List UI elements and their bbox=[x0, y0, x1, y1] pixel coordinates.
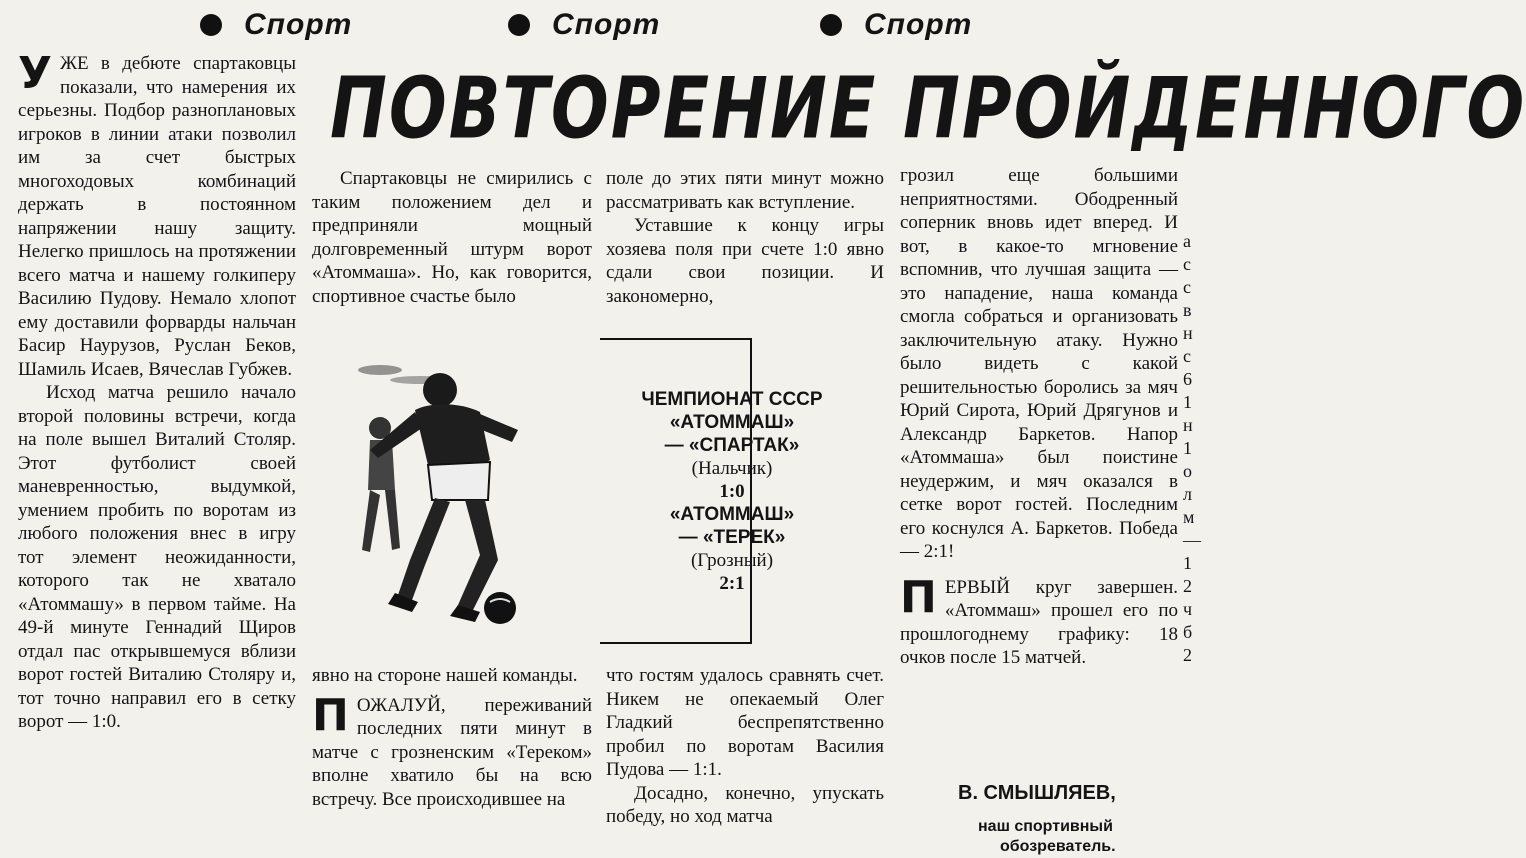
section-marker-1 bbox=[200, 8, 352, 42]
article-column-2-top bbox=[312, 167, 592, 308]
article-column-2-bottom bbox=[312, 664, 592, 811]
championship-title: ЧЕМПИОНАТ СССР bbox=[641, 389, 823, 410]
author-role: обозреватель. bbox=[1000, 838, 1116, 855]
paragraph: грозил еще большими неприятностями. Ободренный соперник вновь идет вперед. И вот, в какое-то мгновение вспомнив, что лучшая защита — это нападение, наша команда смогла собраться и организовать заключительную атаку. Нужно было видеть с какой решительностью боролись за мяч Юрий Сирота, Юрий Дрягунов и Александр Баркетов. Напор «Атоммаша» был поистине неудержим, и мяч оказался в сетке ворот гостей. Последним его коснулся А. Баркетов. Победа — 2:1! bbox=[900, 165, 1178, 562]
match-score: 1:0 bbox=[719, 481, 745, 502]
paragraph: что гостям удалось сравнять счет. Никем не опекаемый Олег Гладкий беспрепятственно пробил по воротам Василия Пудова — 1:1. bbox=[606, 665, 884, 780]
team-name: — «СПАРТАК» bbox=[664, 435, 800, 456]
drop-cap: П bbox=[312, 689, 349, 741]
team-city: (Нальчик) bbox=[691, 458, 773, 479]
section-marker-2 bbox=[508, 8, 660, 42]
paragraph: ПОЖАЛУЙ, переживаний последних пяти минут в матче с грозненским «Тереком» вполне хватило бы на всю встречу. Все происходившее на bbox=[312, 689, 592, 810]
bullet-icon bbox=[508, 14, 530, 36]
drop-cap: У bbox=[18, 48, 52, 99]
bullet-icon bbox=[200, 14, 222, 36]
article-headline: ПОВТОРЕНИЕ ПРОЙДЕННОГО bbox=[330, 60, 1526, 159]
team-city: (Грозный) bbox=[690, 550, 774, 571]
match-score: 2:1 bbox=[719, 573, 745, 594]
paragraph: Спартаковцы не смирились с таким положением дел и предприняли мощный долговременный штурм ворот «Атоммаша». Но, как говорится, спортивное счастье было bbox=[312, 168, 592, 307]
drop-cap: П bbox=[900, 571, 937, 623]
section-header bbox=[0, 8, 1200, 44]
adjacent-column-fragment: а с с в н с 6 1 н 1 о л м — 1 2 ч б 2 bbox=[1183, 231, 1201, 665]
article-column-4 bbox=[900, 164, 1178, 670]
paragraph: ПЕРВЫЙ круг завершен. «Атоммаш» прошел его по прошлогоднему графику: 18 очков после 15 матчей. bbox=[900, 571, 1178, 668]
section-label: Спорт bbox=[864, 8, 973, 41]
paragraph: Уставшие к концу игры хозяева поля при счете 1:0 явно сдали свои позиции. И закономерно, bbox=[606, 215, 884, 307]
section-label: Спорт bbox=[244, 8, 353, 41]
match-results bbox=[612, 388, 852, 595]
article-column-3-bottom bbox=[606, 664, 884, 829]
article-column-3-top bbox=[606, 167, 884, 308]
article-column-1 bbox=[18, 48, 296, 734]
paragraph: Досадно, конечно, упускать победу, но ход матча bbox=[606, 782, 884, 827]
bullet-icon bbox=[820, 14, 842, 36]
paragraph: явно на стороне нашей команды. bbox=[312, 665, 578, 686]
author-role: наш спортивный bbox=[978, 818, 1113, 835]
section-marker-3 bbox=[820, 8, 972, 42]
team-name: «АТОММАШ» bbox=[669, 504, 795, 525]
paragraph: УЖЕ в дебюте спартаковцы показали, что намерения их серьезны. Подбор разноплановых игроков в линии атаки позволил им за счет быстрых многоходовых комбинаций держать в постоянном напряжении нашу защиту. Нелегко пришлось на протяжении всего матча и нашему голкиперу Василию Пудову. Немало хлопот ему доставили форварды нальчан Басир Наурузов, Руслан Беков, Шамиль Исаев, Вячеслав Губжев. bbox=[18, 48, 296, 380]
paragraph: Исход матча решило начало второй половины встречи, когда на поле вышел Виталий Столяр. Этот футболист своей маневренностью, выдумкой, умением пробить по воротам из любого положения внес в игру тот элемент неожиданности, которого так не хватало «Атоммашу» в первом тайме. На 49-й минуте Геннадий Щиров отдал пас открывшемуся вблизи ворот гостей Виталию Столяру и, тот точно направил его в сетку ворот — 1:0. bbox=[18, 382, 296, 732]
team-name: — «ТЕРЕК» bbox=[678, 527, 786, 548]
team-name: «АТОММАШ» bbox=[669, 412, 795, 433]
football-player-illustration bbox=[340, 350, 595, 640]
author-name: В. СМЫШЛЯЕВ, bbox=[958, 782, 1116, 804]
paragraph: поле до этих пяти минут можно рассматривать как вступление. bbox=[606, 168, 884, 213]
section-label: Спорт bbox=[552, 8, 661, 41]
